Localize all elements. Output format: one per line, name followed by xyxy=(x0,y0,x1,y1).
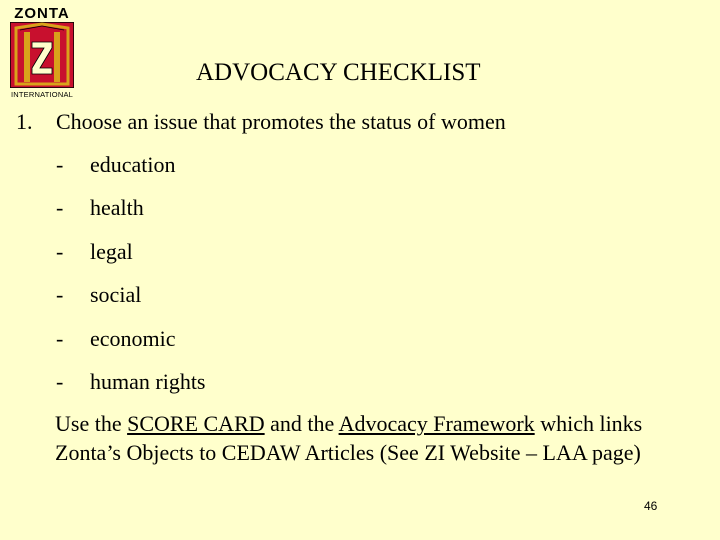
issue-dash: - xyxy=(56,152,64,177)
issue-dash: - xyxy=(56,368,64,394)
score-card-link[interactable]: SCORE CARD xyxy=(127,411,265,436)
issue-label: education xyxy=(90,152,176,177)
issue-label: human rights xyxy=(90,368,206,394)
note-paragraph xyxy=(55,409,675,467)
note-text: and the xyxy=(264,411,339,436)
issue-label: legal xyxy=(90,238,133,264)
issue-dash: - xyxy=(56,325,64,351)
page-number: 46 xyxy=(644,499,658,513)
logo-bottom-text: INTERNATIONAL xyxy=(10,90,74,99)
issue-dash: - xyxy=(56,238,64,264)
issue-label: economic xyxy=(90,325,176,351)
item-number: 1. xyxy=(16,109,33,134)
issue-dash: - xyxy=(56,282,64,308)
zonta-emblem-icon xyxy=(10,22,74,88)
note-text: which links Zonta’s Objects to CEDAW Articles (See ZI Website – LAA page) xyxy=(55,411,643,465)
zonta-logo xyxy=(6,6,78,100)
page-title: ADVOCACY CHECKLIST xyxy=(196,59,481,86)
issue-dash: - xyxy=(56,195,64,221)
item-text: Choose an issue that promotes the status of women xyxy=(56,109,506,134)
note-text: Use the xyxy=(55,411,128,436)
advocacy-framework-link[interactable]: Advocacy Framework xyxy=(338,411,535,436)
logo-top-text: ZONTA xyxy=(14,5,70,22)
issue-label: health xyxy=(90,195,144,221)
issue-label: social xyxy=(90,282,142,308)
